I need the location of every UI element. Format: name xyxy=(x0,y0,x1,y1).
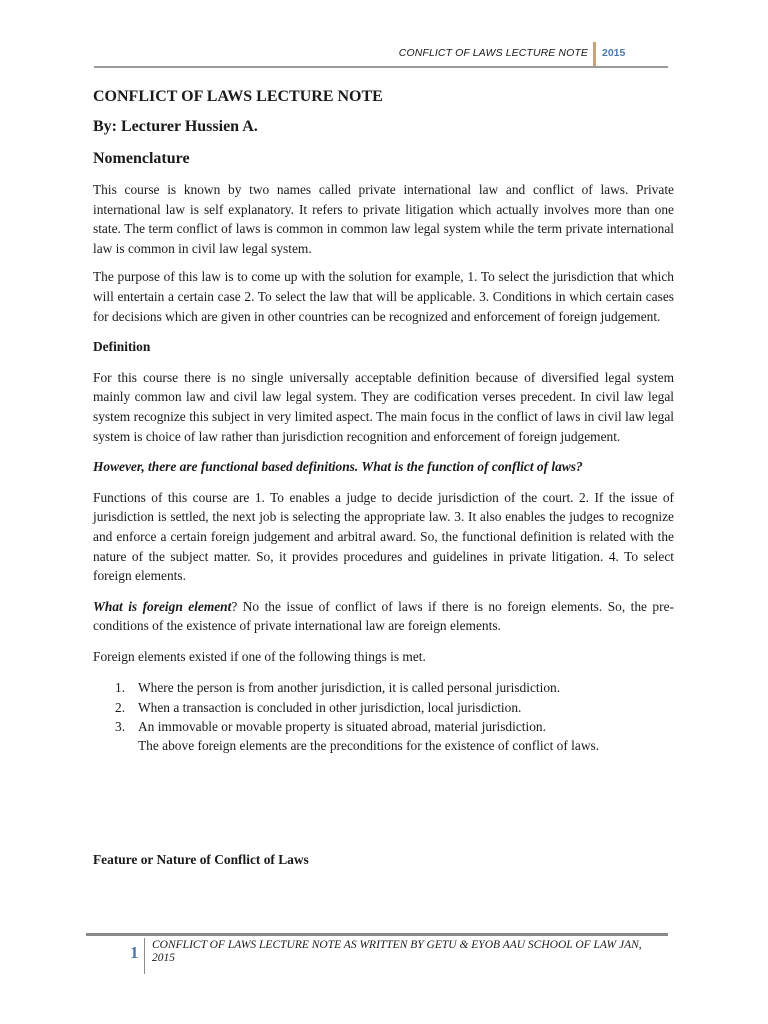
paragraph-foreign-element xyxy=(93,597,674,636)
foreign-element-rest: ? No the issue of conflict of laws if there is no foreign elements. So, the pre-conditions of the existence of private international law are foreign elements. xyxy=(93,598,674,634)
paragraph-functional-question: However, there are functional based definitions. What is the function of conflict of laws? xyxy=(93,459,583,475)
list-follow-text: The above foreign elements are the preconditions for the existence of conflict of laws. xyxy=(138,738,600,754)
section-heading-feature: Feature or Nature of Conflict of Laws xyxy=(93,852,309,867)
paragraph-purpose: The purpose of this law is to come up with the solution for example, 1. To select the jurisdiction that which will entertain a certain case 2. To select the law that will be applicable. 3. Conditions in which certain cases for decisions which are given in other countries can be recognized and enforcement of foreign judgement. xyxy=(93,269,674,324)
page-header xyxy=(94,40,668,68)
list-item: 2. When a transaction is concluded in other jurisdiction, local jurisdiction. xyxy=(115,699,522,715)
section-heading-nomenclature: Nomenclature xyxy=(93,150,190,167)
footer-rule xyxy=(86,933,668,936)
page-number: 1 xyxy=(130,943,139,962)
header-title: CONFLICT OF LAWS LECTURE NOTE xyxy=(398,47,588,59)
paragraph-functions: Functions of this course are 1. To enables a judge to decide jurisdiction of the court. 2. If the issue of jurisdiction is settled, the next job is selecting the appropriate law. 3. It also enables the judges to recognize and enforce a certain foreign judgement and arbitral award. So, the functional definition is related with the nature of the subject matter. So, it provides procedures and guidelines in private litigation. 4. To select foreign elements. xyxy=(93,489,674,584)
footer-text: CONFLICT OF LAWS LECTURE NOTE AS WRITTEN BY GETU & EYOB AAU SCHOOL OF LAW JAN, 2015 xyxy=(152,939,642,964)
section-heading-definition: Definition xyxy=(93,339,151,355)
foreign-elements-list xyxy=(93,678,674,736)
paragraph-foreign-intro: Foreign elements existed if one of the following things is met. xyxy=(93,648,426,664)
foreign-element-lead: What is foreign element xyxy=(93,598,232,614)
page-footer xyxy=(86,933,668,983)
byline: By: Lecturer Hussien A. xyxy=(93,118,258,135)
header-rule xyxy=(94,66,668,68)
header-year: 2015 xyxy=(602,47,626,59)
header-separator xyxy=(593,42,596,66)
list-item: 1. Where the person is from another jurisdiction, it is called personal jurisdiction. xyxy=(115,680,561,696)
list-item: 3. An immovable or movable property is situated abroad, material jurisdiction. xyxy=(115,718,546,734)
paragraph-definition: For this course there is no single universally acceptable definition because of diversified legal system mainly common law and civil law legal system. They are codification verses precedent. In civil law legal system recognize this subject in very limited aspect. The main focus in the conflict of laws in civil law legal system is choice of law rather than jurisdiction recognition and enforcement of foreign judgement. xyxy=(93,369,674,444)
document-body xyxy=(93,86,674,755)
paragraph-nomenclature: This course is known by two names called private international law and conflict of laws. Private international law is self explanatory. It refers to private litigation which actually involves more than one state. The term conflict of laws is common in common law legal system while the term private international law is common in civil law legal system. xyxy=(93,182,674,256)
document-title: CONFLICT OF LAWS LECTURE NOTE xyxy=(93,88,383,105)
footer-separator xyxy=(144,938,145,974)
